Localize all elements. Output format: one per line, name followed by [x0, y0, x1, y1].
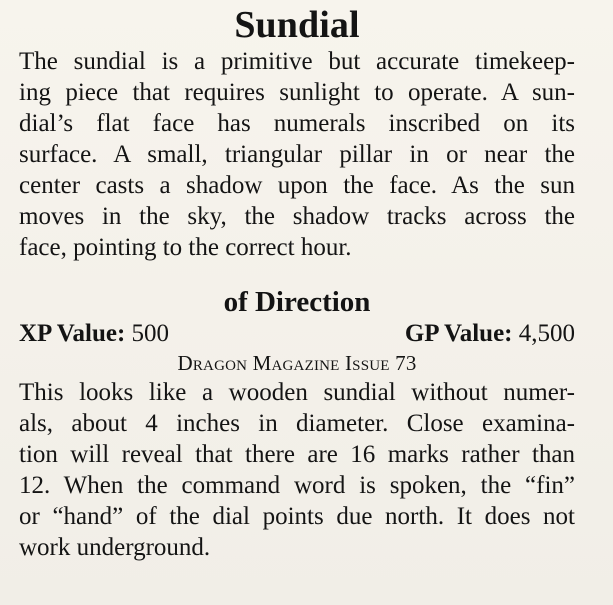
intro-line: The sundial is a primitive but accurate timekeep- [19, 48, 575, 75]
gp-value [405, 319, 575, 349]
description-line: als, about 4 inches in diameter. Close examina- [19, 410, 575, 437]
description-line: This looks like a wooden sundial without numer- [19, 379, 575, 406]
intro-line: ing piece that requires sunlight to operate. A sun- [19, 79, 575, 106]
xp-value [19, 319, 169, 349]
intro-line: surface. A small, triangular pillar in or near the [19, 141, 575, 168]
gp-label: GP Value: [404, 320, 513, 347]
description-line: 12. When the command word is spoken, the “fin” [19, 472, 575, 499]
intro-paragraph [19, 46, 575, 263]
description-line: work underground. [19, 534, 211, 561]
content-column [19, 0, 575, 563]
intro-line: face, pointing to the correct hour. [19, 234, 352, 261]
page-title: Sundial [234, 4, 360, 46]
value-row [19, 319, 575, 349]
variant-description [19, 377, 575, 563]
intro-line: dial’s flat face has numerals inscribed on its [19, 110, 575, 137]
description-line: tion will reveal that there are 16 marks rather than [19, 441, 575, 468]
xp-label: XP Value: [19, 320, 126, 347]
intro-line: center casts a shadow upon the face. As the sun [19, 172, 575, 199]
description-line: or “hand” of the dial points due north. It does not [19, 503, 575, 530]
xp-amount: 500 [131, 320, 170, 347]
variant-heading: of Direction [223, 286, 371, 318]
gp-amount: 4,500 [518, 320, 575, 347]
intro-line: moves in the sky, the shadow tracks across the [19, 203, 575, 230]
source-citation: Dragon Magazine Issue 73 [177, 351, 417, 375]
